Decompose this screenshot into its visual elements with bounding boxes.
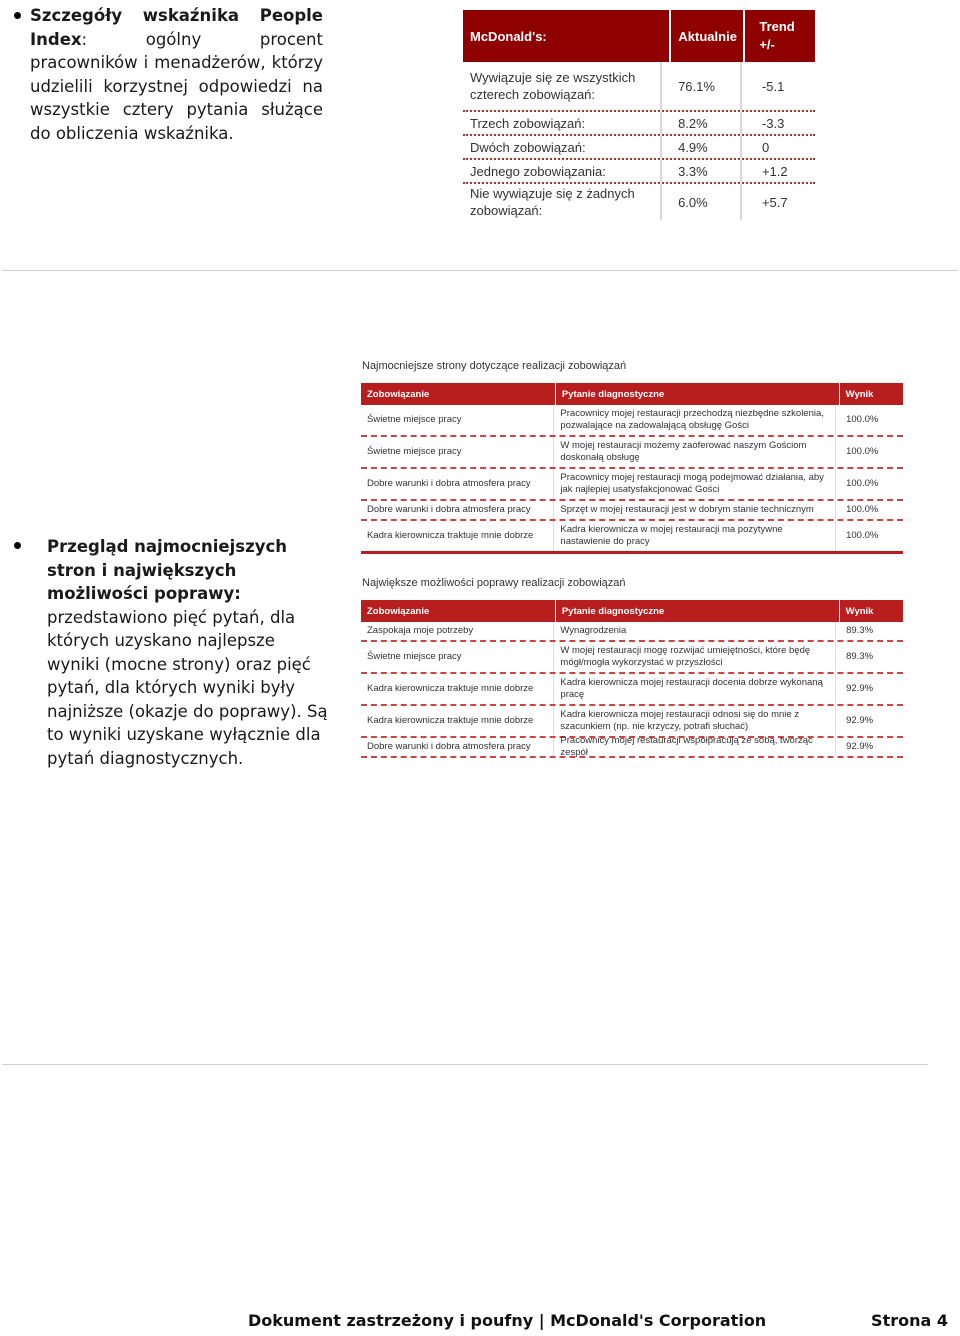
table-row bbox=[361, 735, 903, 758]
row-score: 89.3% bbox=[835, 642, 903, 672]
row-current: 8.2% bbox=[660, 112, 740, 134]
row-label: Wywiązuje się ze wszystkich czterech zobowiązań: bbox=[470, 70, 636, 102]
row-score: 100.0% bbox=[835, 501, 903, 519]
row-question: Kadra kierownicza mojej restauracji docenia dobrze wykonaną pracę bbox=[553, 674, 835, 704]
header-company: McDonald's: bbox=[470, 28, 547, 44]
table-row bbox=[361, 469, 903, 501]
opportunities-table bbox=[361, 600, 903, 758]
people-index-table bbox=[463, 10, 815, 220]
row-question: Pracownicy mojej restauracji mogą podejmować działania, aby jak najlepiej usatysfakcjonować Gości bbox=[553, 469, 835, 499]
row-question: W mojej restauracji mogę rozwijać umiejętności, które będę mógł/mogła wykorzystać w przyszłości bbox=[553, 642, 835, 672]
header-current: Aktualnie bbox=[669, 10, 743, 62]
row-trend: 0 bbox=[740, 136, 815, 158]
row-score: 92.9% bbox=[835, 738, 903, 756]
row-commitment: Dobre warunki i dobra atmosfera pracy bbox=[367, 504, 531, 515]
row-commitment: Kadra kierownicza traktuje mnie dobrze bbox=[367, 715, 534, 726]
row-label: Dwóch zobowiązań: bbox=[470, 139, 586, 155]
table-row bbox=[361, 674, 903, 706]
table-row bbox=[361, 706, 903, 738]
row-question: Kadra kierownicza w mojej restauracji ma pozytywne nastawienie do pracy bbox=[553, 521, 835, 551]
table-row bbox=[463, 184, 815, 220]
divider bbox=[2, 270, 958, 271]
table-row bbox=[361, 622, 903, 642]
table-row bbox=[361, 642, 903, 674]
intro-text: : ogólny procent pracowników i menadżerów, którzy udzielili korzystnej odpowiedzi na wszystkie cztery pytania służące do obliczenia wskaźnika. bbox=[30, 29, 323, 143]
row-score: 92.9% bbox=[835, 674, 903, 704]
header-trend-sign: +/- bbox=[759, 37, 775, 52]
table-row bbox=[463, 136, 815, 160]
header-trend bbox=[743, 10, 815, 62]
row-label: Jednego zobowiązania: bbox=[470, 163, 606, 179]
table-row bbox=[463, 160, 815, 184]
table-row bbox=[463, 112, 815, 136]
strengths-title: Najmocniejsze strony dotyczące realizacji zobowiązań bbox=[362, 360, 627, 372]
table-row bbox=[361, 437, 903, 469]
row-score: 89.3% bbox=[835, 622, 903, 640]
row-question: Pracownicy mojej restauracji przechodzą niezbędne szkolenia, pozwalające na zadowalającą obsługę Gości bbox=[553, 405, 835, 435]
row-label: Trzech zobowiązań: bbox=[470, 115, 586, 131]
bullet-icon bbox=[14, 12, 21, 19]
header-score: Wynik bbox=[839, 383, 903, 405]
row-commitment: Świetne miejsce pracy bbox=[367, 651, 462, 662]
row-score: 100.0% bbox=[835, 437, 903, 467]
row-current: 4.9% bbox=[660, 136, 740, 158]
intro-label: Szczegóły wskaźnika People Index bbox=[30, 6, 323, 49]
row-current: 6.0% bbox=[660, 184, 740, 220]
row-score: 100.0% bbox=[835, 469, 903, 499]
row-commitment: Zaspokaja moje potrzeby bbox=[367, 625, 474, 636]
opportunities-title: Największe możliwości poprawy realizacji zobowiązań bbox=[362, 577, 626, 589]
row-commitment: Świetne miejsce pracy bbox=[367, 414, 462, 425]
row-question: Sprzęt w mojej restauracji jest w dobrym stanie technicznym bbox=[553, 501, 835, 519]
header-score: Wynik bbox=[839, 600, 903, 622]
row-current: 76.1% bbox=[660, 62, 740, 110]
row-question: W mojej restauracji możemy zaoferować naszym Gościom doskonałą obsługę bbox=[553, 437, 835, 467]
divider bbox=[2, 1064, 928, 1065]
overview-text: przedstawiono pięć pytań, dla których uzyskano najlepsze wyniki (mocne strony) oraz pięć pytań, dla których wyniki były najniższe (okazje do poprawy). Są to wyniki uzyskane wyłącznie dla pytań diagnostycznych. bbox=[47, 607, 328, 768]
header-trend-label: Trend bbox=[759, 19, 795, 34]
footer-document-label: Dokument zastrzeżony i poufny | McDonald's Corporation bbox=[248, 1311, 767, 1330]
row-question: Kadra kierownicza mojej restauracji odnosi się do mnie z szacunkiem (np. nie krzyczy, potrafi słuchać) bbox=[553, 706, 835, 736]
page-number: Strona 4 bbox=[871, 1311, 948, 1330]
bullet-icon bbox=[14, 542, 21, 549]
row-commitment: Dobre warunki i dobra atmosfera pracy bbox=[367, 478, 531, 489]
table-bottom-rule bbox=[361, 551, 903, 554]
row-commitment: Świetne miejsce pracy bbox=[367, 446, 462, 457]
intro-paragraph bbox=[30, 4, 323, 145]
header-question: Pytanie diagnostyczne bbox=[555, 600, 839, 622]
overview-paragraph bbox=[47, 535, 332, 770]
overview-label: Przegląd najmocniejszych stron i największych możliwości poprawy: bbox=[47, 537, 287, 603]
table-header bbox=[463, 10, 815, 62]
row-current: 3.3% bbox=[660, 160, 740, 182]
header-commitment: Zobowiązanie bbox=[367, 388, 430, 400]
table-row bbox=[361, 405, 903, 437]
row-trend: +5.7 bbox=[740, 184, 815, 220]
row-trend: +1.2 bbox=[740, 160, 815, 182]
row-score: 100.0% bbox=[835, 521, 903, 551]
table-row bbox=[463, 62, 815, 112]
row-trend: -3.3 bbox=[740, 112, 815, 134]
strengths-header bbox=[361, 383, 903, 405]
row-question: Wynagrodzenia bbox=[553, 622, 835, 640]
row-commitment: Kadra kierownicza traktuje mnie dobrze bbox=[367, 530, 534, 541]
row-score: 92.9% bbox=[835, 706, 903, 736]
table-row bbox=[361, 521, 903, 551]
row-score: 100.0% bbox=[835, 405, 903, 435]
table-row bbox=[361, 501, 903, 521]
header-commitment: Zobowiązanie bbox=[367, 605, 430, 617]
row-commitment: Dobre warunki i dobra atmosfera pracy bbox=[367, 741, 531, 752]
opportunities-header bbox=[361, 600, 903, 622]
strengths-table bbox=[361, 383, 903, 554]
row-trend: -5.1 bbox=[740, 62, 815, 110]
page-footer bbox=[248, 1311, 948, 1330]
row-question: Pracownicy mojej restauracji współpracują ze sobą, tworząc zespół bbox=[553, 738, 835, 756]
header-question: Pytanie diagnostyczne bbox=[555, 383, 839, 405]
row-label: Nie wywiązuje się z żadnych zobowiązań: bbox=[470, 186, 635, 218]
row-commitment: Kadra kierownicza traktuje mnie dobrze bbox=[367, 683, 534, 694]
